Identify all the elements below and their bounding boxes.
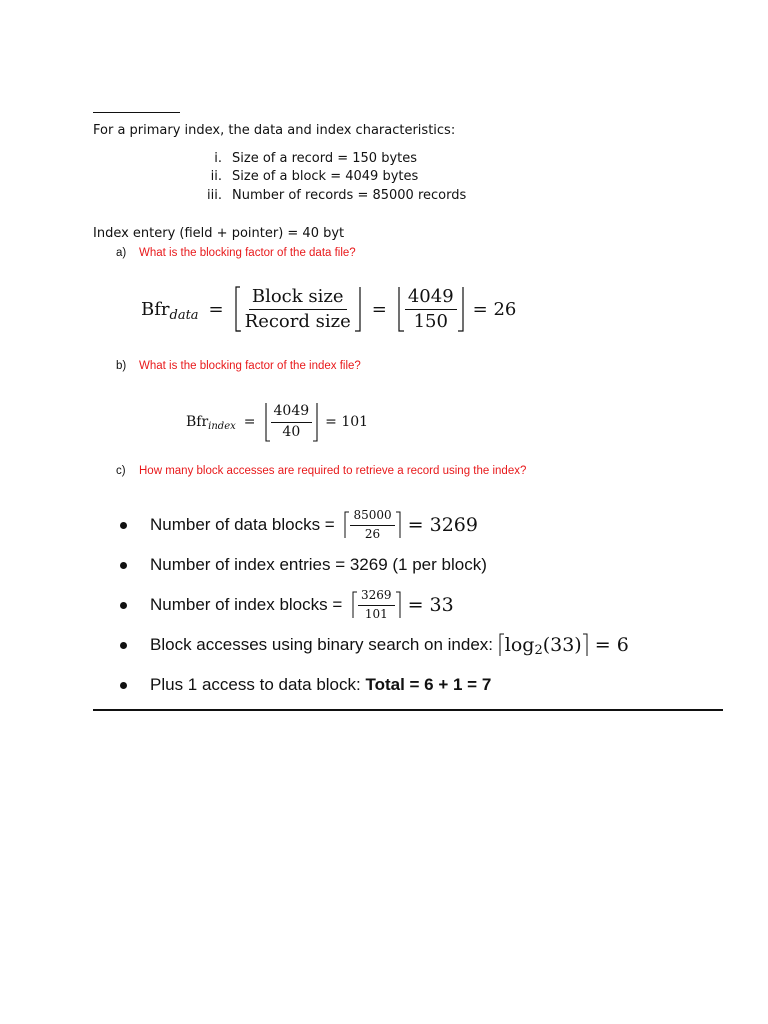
bullet-icon [120,682,127,689]
denominator: Record size [244,310,351,332]
bullet-icon [120,562,127,569]
numerator: Block size [249,287,347,310]
numerator: 85000 [350,509,394,525]
equation-result: = 26 [472,298,517,320]
list-item [190,186,466,205]
question-text: What is the blocking factor of the data file? [139,247,356,259]
log-function: log [504,634,535,656]
bullet-item [120,552,487,578]
equation-lhs [186,414,236,430]
floor-left-bracket [264,401,271,443]
fraction [242,287,354,332]
question-label: c) [116,465,126,477]
numerator: 4049 [271,404,313,422]
bfr-label: Bfr [186,414,209,430]
log-argument: (33) [542,634,582,656]
equals-sign: = [243,414,256,430]
equation-result: = 101 [325,414,369,430]
denominator: 101 [364,606,388,621]
floor-expression [234,285,362,333]
numerator: 4049 [405,287,457,310]
list-item-number: ii. [210,169,222,185]
floor-expression [397,285,465,333]
intro-text: For a primary index, the data and index characteristics: [93,123,456,138]
equation-lhs [141,298,199,323]
bullet-total: Total = 6 + 1 = 7 [365,675,492,694]
ceil-right-bracket [395,510,402,540]
ceil-left-bracket [343,510,350,540]
bullet-text: Plus 1 access to data block: [150,675,366,694]
list-item [190,168,466,187]
question-label: a) [116,247,127,259]
question-b [116,360,361,372]
question-text: What is the blocking factor of the index file? [139,360,361,372]
fraction [350,509,394,540]
question-a [116,247,356,259]
subscript-data: data [169,307,199,323]
index-entry-text: Index entery (field + pointer) = 40 byt [93,226,345,241]
floor-right-bracket [457,285,465,333]
list-item-text: Size of a block = 4049 bytes [232,169,419,185]
bfr-label: Bfr [141,298,170,320]
list-item-text: Number of records = 85000 records [232,187,467,203]
floor-right-bracket [312,401,319,443]
bullet-result: = 3269 [407,514,478,536]
ceil-expression [351,589,402,620]
ceil-right-bracket [582,632,589,658]
log-base: 2 [534,642,543,658]
question-c [116,465,526,477]
fraction [405,287,457,332]
bullet-text: Number of index blocks = [150,595,348,614]
subscript-index: index [208,421,236,432]
equation-a [141,285,516,333]
floor-left-bracket [397,285,405,333]
list-item-number: iii. [207,187,222,203]
bullet-text: Block accesses using binary search on index: [150,635,498,654]
bullet-item [120,632,629,658]
ceil-right-bracket [395,590,402,620]
floor-right-bracket [354,285,362,333]
bullet-result: = 6 [594,634,629,656]
bullet-item [120,510,478,540]
bullet-item [120,672,491,698]
denominator: 26 [364,526,381,541]
bullet-text: Number of data blocks = [150,515,340,534]
fraction [271,404,313,440]
ceil-left-bracket [351,590,358,620]
bullet-icon [120,642,127,649]
list-item [190,149,466,168]
fraction [358,589,395,620]
floor-left-bracket [234,285,242,333]
equals-sign: = [371,298,387,320]
numerator: 3269 [358,589,395,605]
equals-sign: = [208,298,224,320]
question-text: How many block accesses are required to retrieve a record using the index? [139,465,527,477]
ceil-expression [498,632,589,658]
bullet-item [120,590,454,620]
question-label: b) [116,360,127,372]
equation-b [186,401,368,443]
bullet-icon [120,522,127,529]
bullet-icon [120,602,127,609]
ceil-left-bracket [498,632,505,658]
floor-expression [264,401,320,443]
denominator: 150 [413,310,448,332]
bullet-text: Number of index entries = 3269 (1 per block) [150,555,487,574]
top-rule [93,112,180,113]
bottom-rule [93,709,723,711]
characteristics-list [190,149,466,205]
denominator: 40 [282,423,301,440]
list-item-text: Size of a record = 150 bytes [232,150,418,166]
list-item-number: i. [214,150,222,166]
bullet-result: = 33 [407,594,454,616]
ceil-expression [343,509,401,540]
